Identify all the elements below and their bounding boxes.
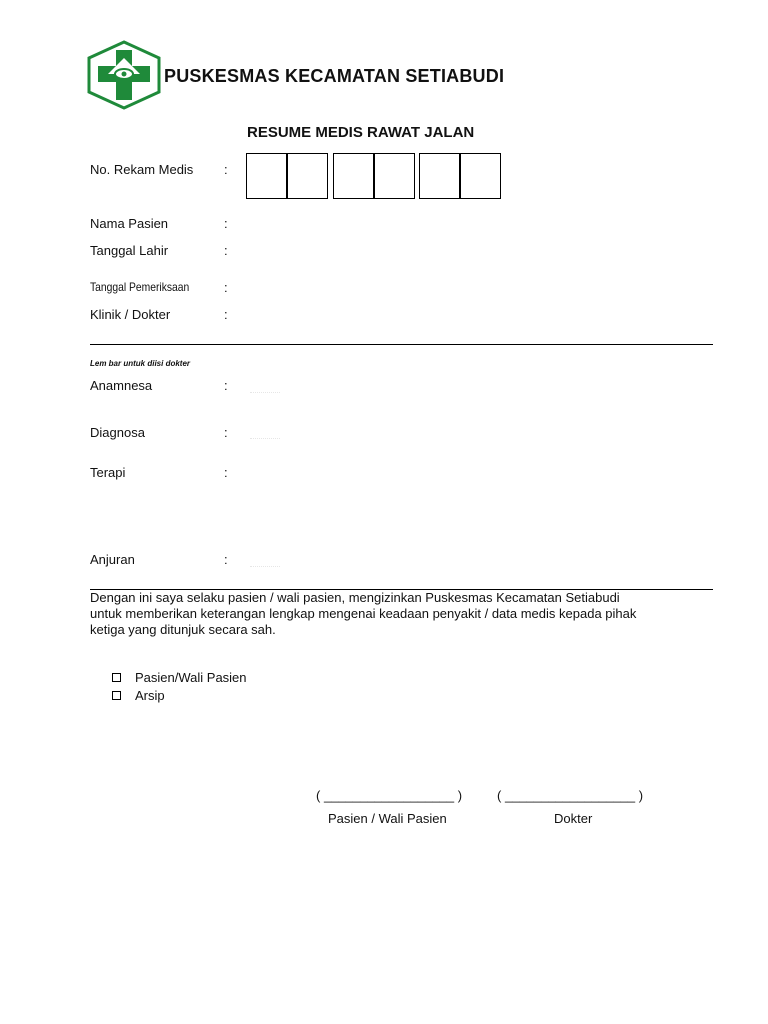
copy-option-arsip[interactable] xyxy=(112,688,165,703)
copy-option-label: Pasien/Wali Pasien xyxy=(135,670,247,685)
klinik-dokter-label: Klinik / Dokter xyxy=(90,307,171,322)
colon: : xyxy=(224,162,228,177)
consent-line: Dengan ini saya selaku pasien / wali pasien, mengizinkan Puskesmas Kecamatan Setiabudi xyxy=(90,590,620,605)
document-title: RESUME MEDIS RAWAT JALAN xyxy=(247,124,475,141)
patient-signature-label: Pasien / Wali Pasien xyxy=(328,811,447,826)
rekam-medis-digit-box[interactable] xyxy=(419,153,460,199)
puskesmas-logo-icon xyxy=(86,40,162,110)
colon: : xyxy=(224,280,228,295)
tanggal-pemeriksaan-label: Tanggal Pemeriksaan xyxy=(90,280,190,294)
doctor-signature-label: Dokter xyxy=(554,811,593,826)
consent-line: untuk memberikan keterangan lengkap mengenai keadaan penyakit / data medis kepada pihak xyxy=(90,606,637,621)
checkbox-icon[interactable] xyxy=(112,673,121,682)
checkbox-icon[interactable] xyxy=(112,691,121,700)
anamnesa-field[interactable] xyxy=(250,392,280,393)
copy-option-label: Arsip xyxy=(135,688,165,703)
rekam-medis-digit-box[interactable] xyxy=(287,153,328,199)
nama-pasien-label: Nama Pasien xyxy=(90,216,169,231)
organization-name: PUSKESMAS KECAMATAN SETIABUDI xyxy=(164,66,505,86)
tanggal-lahir-label: Tanggal Lahir xyxy=(90,243,169,258)
copy-option-pasien[interactable] xyxy=(112,670,247,685)
rekam-medis-digit-box[interactable] xyxy=(246,153,287,199)
consent-line: ketiga yang ditunjuk secara sah. xyxy=(90,622,276,637)
colon: : xyxy=(224,307,228,322)
colon: : xyxy=(224,425,228,440)
anjuran-label: Anjuran xyxy=(90,552,135,567)
colon: : xyxy=(224,243,228,258)
anamnesa-label: Anamnesa xyxy=(90,378,153,393)
rekam-medis-digit-box[interactable] xyxy=(460,153,501,199)
patient-signature-line[interactable]: ( __________________ ) xyxy=(316,788,463,803)
consent-statement xyxy=(90,590,710,638)
doctor-signature-line[interactable]: ( __________________ ) xyxy=(497,788,644,803)
rekam-medis-digit-box[interactable] xyxy=(333,153,374,199)
rekam-medis-label: No. Rekam Medis xyxy=(90,162,194,177)
diagnosa-label: Diagnosa xyxy=(90,425,145,440)
colon: : xyxy=(224,465,228,480)
colon: : xyxy=(224,378,228,393)
rekam-medis-digit-box[interactable] xyxy=(374,153,415,199)
colon: : xyxy=(224,552,228,567)
terapi-label: Terapi xyxy=(90,465,126,480)
colon: : xyxy=(224,216,228,231)
anjuran-field[interactable] xyxy=(250,566,280,567)
diagnosa-field[interactable] xyxy=(250,438,280,439)
doctor-section-note: Lem bar untuk diisi dokter xyxy=(90,359,191,368)
section-divider xyxy=(90,344,713,345)
